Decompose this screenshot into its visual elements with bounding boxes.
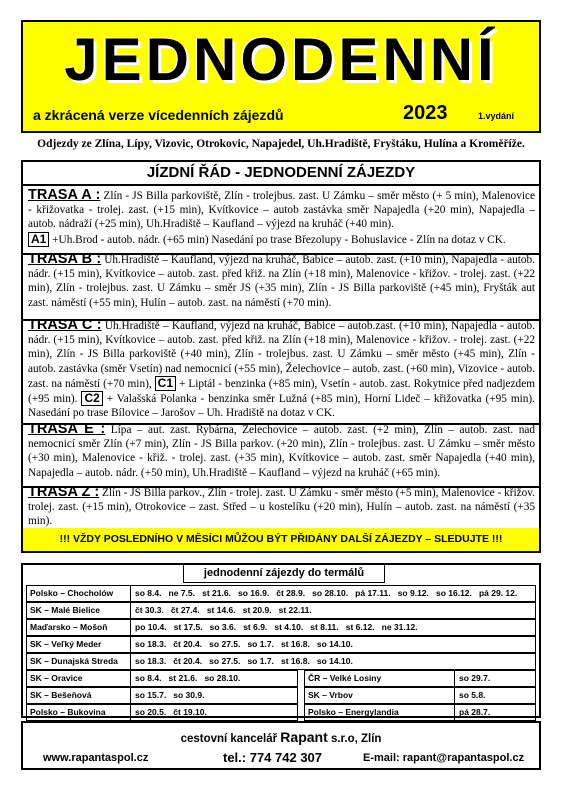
variant-text: + Liptál - benzinka (+85 min), Vsetín - autob. zast. Rokytnice před nadjezdem (+95 min). [28,377,535,406]
timetable-title: JÍZDNÍ ŘÁD - JEDNODENNÍ ZÁJEZDY [23,162,539,186]
date-values: čt 30.3. čt 27.4. st 14.6. st 20.9. st 22.11. [135,605,312,615]
departures-info: Odjezdy ze Zlína, Lípy, Vizovic, Otrokovic, Napajedel, Uh.Hradiště, Fryštáku, Hulína a Kroměříže. [37,138,525,150]
variant-text: + Valašská Polanka - benzinka směr Lužná (+85 min), Horní Lideč – křižovatka (+95 min). Nasedání po trase Bílovice – Jarošov – Uh. Hradiště na dotaz v CK. [28,393,535,420]
variant-text: +Uh.Brod - autob. nádr. (+65 min) Nasedání po trase Březolupy - Bohuslavice - Zlín na dotaz v CK. [52,233,506,246]
table-row [304,687,536,704]
destination: Polsko – Chocholów [27,586,131,601]
destination: SK – Oravice [27,671,131,686]
route-text: Lípa – aut. zast. Rybárna, Želechovice – autob. zast. (+2 min), Zlín – autob. zast. nad nemocnicí směr Zlín (+7 min), Zlín - JS Billa parkov. (+20 min), Zlín - trolejbus. zast. U Zámku – směr město (+30 min), Malenovice - křiž. - trolej. zast. (+35 min), Kvítkovice – autob. zast. směr Napajedla (+40 min), Napajedla – autob. nádr. (+50 min), Uh.Hradiště – Kaufland – výjezd na kruháč (+65 min). [28,424,536,479]
warning-banner: !!! VŽDY POSLEDNÍHO V MĚSÍCI MŮŽOU BÝT PŘIDÁNY DALŠÍ ZÁJEZDY – SLEDUJTE !!! [23,528,539,551]
route-name: TRASA B : [28,251,102,267]
table-row [26,670,298,687]
date-values: so 29.7. [459,673,491,683]
date-values: so 5.8. [459,690,486,700]
table-row [304,670,536,687]
email-link[interactable]: E-mail: rapant@rapantaspol.cz [363,752,525,764]
destination: Maďarsko – Mošoň [27,620,131,635]
header-banner [21,20,541,133]
route-name: TRASA E : [28,421,106,437]
destination: SK – Vrbov [305,688,455,703]
dates-title: jednodenní zájezdy do termálů [183,565,385,583]
table-row [26,636,536,653]
route-text: Uh.Hradiště – Kaufland, výjezd na kruháč, Babice – autob.zast. (+10 min), Napajedla - autob. nádr. (+15 min), Kvítkovice – autob. zast. před křiž. na Zlín (+18 min), Malenovice - křižov. - trolej. zast. (+22 min), Zlín - JS Billa parkoviště (+40 min), Zlín - trolejbus. zast. U Zámku – směr město (+45 min), Zlín - autob. zastávka (směr Vsetín) nad nemocnicí (+55 min), Želechovice – autob. zast. (+60 min), Vizovice - autob. zast. na náměstí (+70 min), [28,320,536,390]
date-values: so 8.4. st 21.6. so 28.10. [135,673,241,683]
date-values: pá 28.7. [459,707,491,717]
route-text: Zlín - JS Billa parkoviště, Zlín - trolejbus. zast. U Zámku – směr město (+ 5 min), Malenovice - křižovatka - trolej. zast. (+15 min), Kvítkovice – autob zastávka směr Napajedla (+20 min), Napajedla – autob. nádraží (+25 min), Uh.Hradiště – Kaufland – výjezd na kruháč (+40 min). [28,190,535,231]
edition: 1.vydání [478,111,515,121]
table-row [304,704,536,721]
subtitle: a zkrácená verze vícedenních zájezdů [33,107,284,123]
route-name: TRASA C : [28,317,102,333]
date-values: so 18.3. čt 20.4. so 27.5. so 1.7. st 16.8. so 14.10. [135,656,353,666]
dates-table [21,563,541,718]
destination: SK – Malé Bielice [27,603,131,618]
table-row [26,704,298,721]
main-title: JEDNODENNÍ [64,26,498,93]
route-name: TRASA Z : [28,484,100,500]
route-b [23,250,539,321]
agency-suffix: s.r.o, Zlín [330,733,382,745]
variant-label: C1 [155,376,176,391]
destination: SK – Dunajská Streda [27,654,131,669]
table-row [26,585,536,602]
route-text: Zlín - JS Billa parkov., Zlín - trolej. zast. U Zámku - směr město (+5 min), Malenovice - křižov. trolej. zast. (+15 min), Otrokovice – zast. Střed – u kostelíku (+20 min), Hulín – autob. zast. na náměstí (+35 min). [28,487,535,528]
destination: SK – Veľký Meder [27,637,131,652]
destination: Polsko – Bukovina [27,705,131,720]
timetable [21,160,541,553]
route-c [23,316,539,425]
date-values: so 8.4. ne 7.5. st 21.6. so 16.9. čt 28.9. so 28.10. pá 17.11. so 9.12. so 16.12. pá 29. 12. [135,588,518,598]
agency-name: Rapant [280,729,328,745]
table-row [26,653,536,670]
route-e [23,420,539,488]
year: 2023 [403,102,448,124]
destination: Polsko – Energylandia [305,705,455,720]
date-values: so 18.3. čt 20.4. so 27.5. so 1.7. st 16.8. so 14.10. [135,639,353,649]
date-values: po 10.4. st 17.5. so 3.6. st 6.9. st 4.10. st 8.11. st 6.12. ne 31.12. [135,622,418,632]
table-row [26,619,536,636]
variant-label: C2 [81,391,102,406]
route-name: TRASA A : [28,187,101,203]
date-values: so 20.5. čt 19.10. [135,707,207,717]
agency-line [23,729,539,745]
agency-prefix: cestovní kancelář [180,733,278,745]
route-a [23,186,539,255]
route-text: Uh.Hradiště – Kaufland, výjezd na kruháč, Babice – autob. zast. (+10 min), Napajedla - autob. nádr. (+15 min), Kvítkovice – autob. zast. před křiž. na Zlín (+18 min), Malenovice - křižov. - trolej. zast. (+22 min), Zlín - trolejbus. zast. U Zámku – směr JS (+35 min), Zlín - JS Billa parkoviště (+45 min), Fryšták aut zast. náměstí (+55 min), Hulín – autob. zast. na náměstí (+70 min). [28,254,535,309]
phone-number: tel.: 774 742 307 [223,750,323,765]
table-row [26,687,298,704]
footer-contact [21,721,541,770]
table-row [26,602,536,619]
destination: SK – Bešeňová [27,688,131,703]
route-z [23,483,539,532]
website-link[interactable]: www.rapantaspol.cz [43,752,149,764]
variant-label: A1 [28,232,49,247]
date-values: so 15.7. so 30.9. [135,690,205,700]
destination: ČR – Velké Losiny [305,671,455,686]
